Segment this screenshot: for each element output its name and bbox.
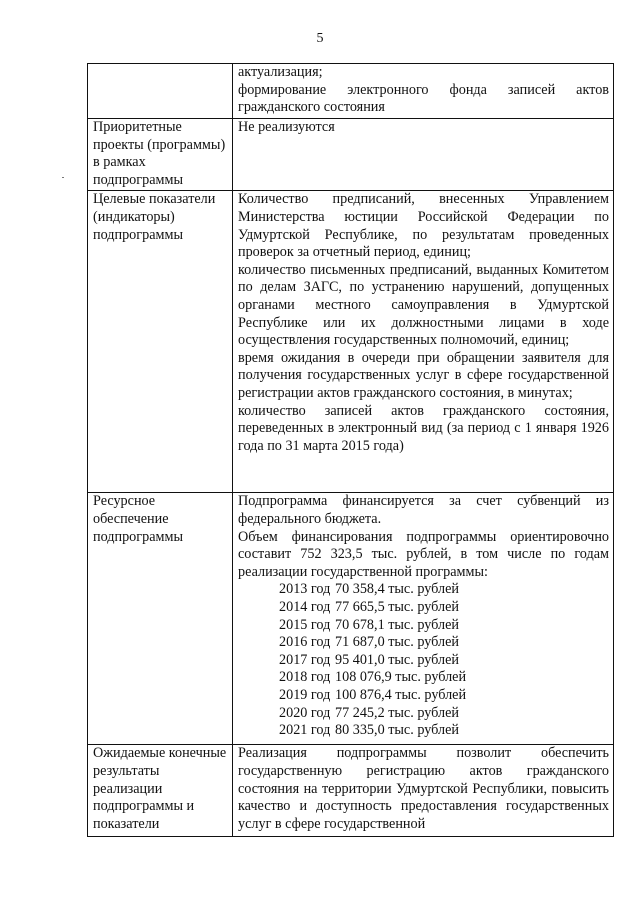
funding-amount: 70 358,4 тыс. рублей (335, 581, 459, 598)
row-label: подпрограммы (93, 226, 183, 243)
funding-year-row (238, 599, 609, 617)
row-label: Целевые показатели (93, 191, 216, 208)
row-label-cell (88, 745, 233, 837)
row-content-cell (233, 493, 614, 745)
row-content-cell (233, 64, 614, 119)
row-label-cell (88, 191, 233, 493)
content-text: Количество предписаний, внесенных Управлением Министерства юстиции Российской Федерации по Удмуртской Республике, по результатам проведенных проверок за отчетный период, единиц; (238, 191, 609, 261)
content-text: формирование электронного фонда записей актов гражданского состояния (238, 81, 609, 116)
funding-year-row (238, 617, 609, 635)
row-label: реализации (93, 780, 163, 797)
table-row (88, 493, 614, 745)
table-row (88, 745, 614, 837)
row-label: подпрограммы (93, 528, 183, 545)
content-text: количество записей актов гражданского состояния, переведенных в электронный вид (за период с 1 января 1926 года по 31 марта 2015 года) (238, 402, 609, 454)
row-label: обеспечение (93, 510, 169, 527)
funding-year: 2013 год (279, 581, 331, 598)
content-text: Объем финансирования подпрограммы ориентировочно составит 752 323,5 тыс. рублей, в том числе по годам реализации государственной программы: (238, 528, 609, 580)
funding-year-row (238, 634, 609, 652)
funding-amount: 108 076,9 тыс. рублей (335, 669, 467, 686)
table-row (88, 191, 614, 493)
funding-year: 2021 год (279, 722, 331, 739)
funding-year-row (238, 722, 609, 740)
funding-year-row (238, 669, 609, 687)
row-label: (индикаторы) (93, 208, 175, 225)
row-label: проекты (программы) (93, 136, 226, 153)
funding-amount: 77 665,5 тыс. рублей (335, 598, 459, 615)
row-label-cell (88, 64, 233, 119)
funding-year-row (238, 687, 609, 705)
funding-year: 2018 год (279, 669, 331, 686)
content-text: актуализация; (238, 64, 323, 80)
row-label: показатели (93, 815, 160, 832)
funding-amount: 80 335,0 тыс. рублей (335, 722, 459, 739)
table-row (88, 64, 614, 119)
funding-year-row (238, 581, 609, 599)
row-label: Приоритетные (93, 119, 182, 135)
funding-year: 2016 год (279, 634, 331, 651)
row-label: Ресурсное (93, 493, 156, 510)
content-text: время ожидания в очереди при обращении заявителя для получения государственных услуг в сфере государственной регистрации актов гражданского состояния, в минутах; (238, 349, 609, 401)
row-label: результаты (93, 762, 160, 779)
row-label: подпрограммы (93, 171, 183, 188)
funding-year: 2017 год (279, 651, 331, 668)
row-label: Ожидаемые конечные (93, 745, 227, 762)
row-content-cell (233, 119, 614, 191)
content-text: Не реализуются (238, 119, 335, 135)
row-content-cell (233, 191, 614, 493)
row-label: подпрограммы и (93, 798, 195, 815)
funding-amount: 77 245,2 тыс. рублей (335, 704, 459, 721)
row-label: в рамках (93, 154, 146, 171)
funding-year: 2014 год (279, 598, 331, 615)
funding-amount: 71 687,0 тыс. рублей (335, 634, 459, 651)
funding-year-row (238, 652, 609, 670)
page-number: 5 (316, 31, 324, 46)
funding-amount: 70 678,1 тыс. рублей (335, 616, 459, 633)
table-row (88, 119, 614, 191)
content-text: Реализация подпрограммы позволит обеспечить государственную регистрацию актов гражданского состояния на территории Удмуртской Республики, повысить качество и доступность предоставления государственных услуг в сфере государственной (238, 745, 609, 832)
row-content-cell (233, 745, 614, 837)
content-text: Подпрограмма финансируется за счет субвенций из федерального бюджета. (238, 493, 609, 527)
content-text: количество письменных предписаний, выданных Комитетом по делам ЗАГС, по устранению нарушений, допущенных органами местного самоуправления в Удмуртской Республике или их должностными лицами в ходе осуществления государственных полномочий, единиц; (238, 261, 609, 349)
funding-amount: 100 876,4 тыс. рублей (335, 686, 467, 703)
row-label-cell (88, 493, 233, 745)
funding-amount: 95 401,0 тыс. рублей (335, 651, 459, 668)
scan-dot-mark (62, 177, 64, 178)
funding-year-row (238, 705, 609, 723)
funding-year: 2019 год (279, 686, 331, 703)
funding-year: 2020 год (279, 704, 331, 721)
funding-year: 2015 год (279, 616, 331, 633)
subprogram-passport-table (87, 63, 614, 837)
row-label-cell (88, 119, 233, 191)
